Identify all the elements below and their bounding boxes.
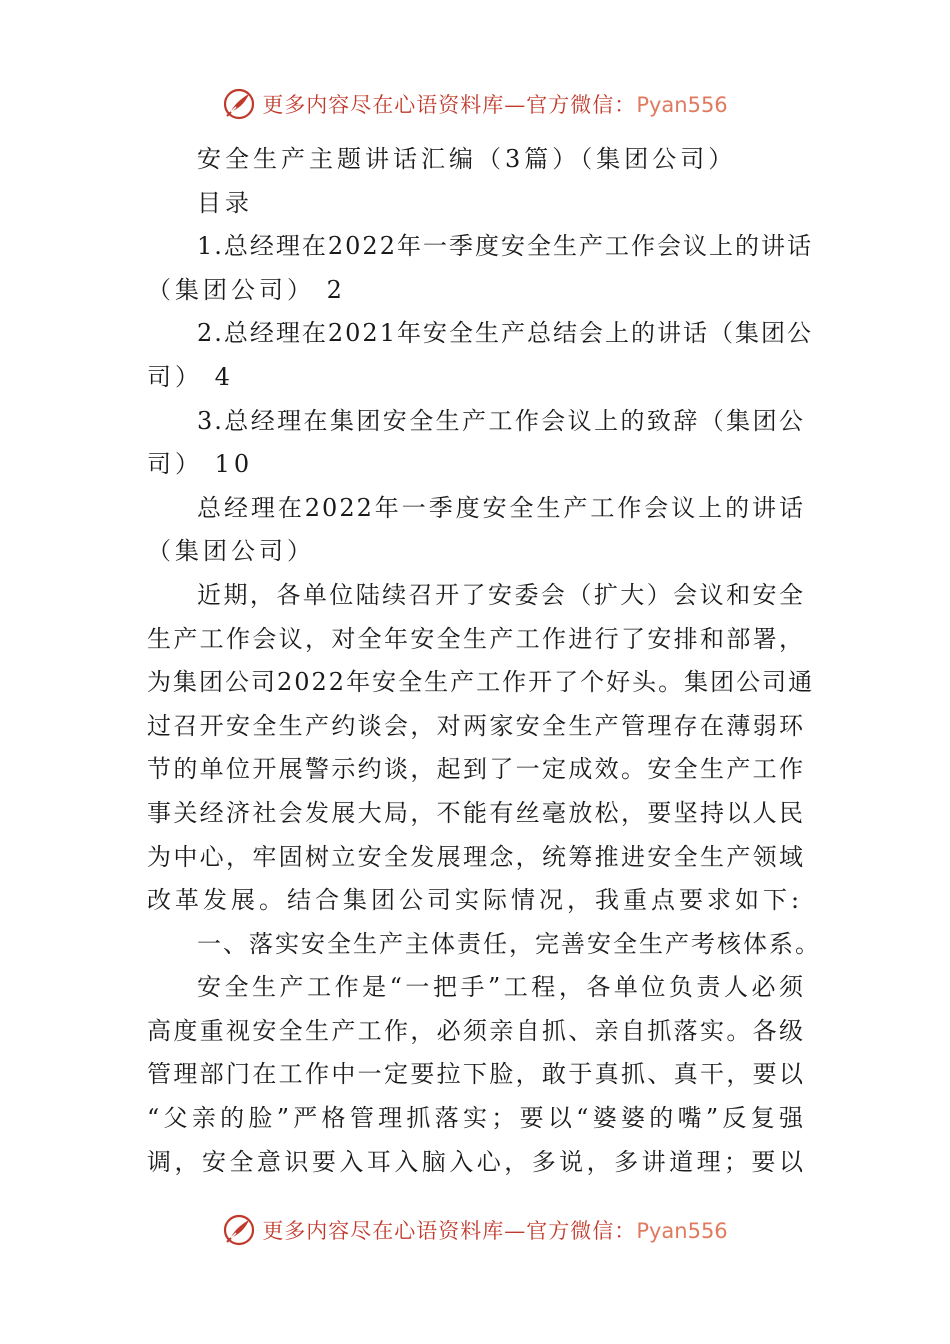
paragraph-line: 为集团公司2022年安全生产工作开了个好头。集团公司通 xyxy=(147,668,815,697)
document-title: 安全生产主题讲话汇编（3篇）（集团公司） xyxy=(197,145,737,173)
paragraph-line: 高度重视安全生产工作，必须亲自抓、亲自抓落实。各级 xyxy=(147,1016,805,1045)
header-wechat-id: Pyan556 xyxy=(636,93,728,117)
footer-banner-label: 更多内容尽在心语资料库—官方微信： xyxy=(262,1219,637,1243)
toc-heading: 目录 xyxy=(197,188,253,217)
document-body xyxy=(147,138,821,1184)
paragraph-line: 管理部门在工作中一定要拉下脸，敢于真抓、真干，要以 xyxy=(147,1060,805,1089)
paragraph-line: 事关经济社会发展大局，不能有丝毫放松，要坚持以人民 xyxy=(147,798,805,827)
quill-logo-icon xyxy=(222,87,256,121)
footer-banner-text xyxy=(262,1215,727,1245)
footer-wechat-id: Pyan556 xyxy=(636,1219,728,1243)
paragraph-line: 为中心，牢固树立安全发展理念，统筹推进安全生产领域 xyxy=(147,842,805,871)
toc-item-3: 3.总经理在集团安全生产工作会议上的致辞（集团公 xyxy=(197,406,805,435)
section-heading-1: 一、落实安全生产主体责任，完善安全生产考核体系。 xyxy=(197,929,821,958)
paragraph-line: 调，安全意识要入耳入脑入心，多说，多讲道理；要以 xyxy=(147,1147,805,1176)
quill-logo-icon xyxy=(222,1213,256,1247)
toc-item-2: 2.总经理在2021年安全生产总结会上的讲话（集团公 xyxy=(197,319,813,348)
speech-title-cont: （集团公司） xyxy=(147,537,315,566)
toc-item-2-cont: 司） 4 xyxy=(147,362,234,391)
speech-title: 总经理在2022年一季度安全生产工作会议上的讲话 xyxy=(197,493,805,522)
header-banner-label: 更多内容尽在心语资料库—官方微信： xyxy=(262,93,637,117)
paragraph-line: “父亲的脸”严格管理抓落实；要以“婆婆的嘴”反复强 xyxy=(147,1104,805,1133)
paragraph-line: 改革发展。结合集团公司实际情况，我重点要求如下: xyxy=(147,886,804,915)
header-banner xyxy=(0,84,950,124)
toc-item-1-cont: （集团公司） 2 xyxy=(147,275,346,304)
paragraph-line: 近期，各单位陆续召开了安委会（扩大）会议和安全 xyxy=(197,580,805,609)
header-banner-text xyxy=(262,89,727,119)
paragraph-line: 生产工作会议，对全年安全生产工作进行了安排和部署， xyxy=(147,624,805,653)
paragraph-line: 安全生产工作是“一把手”工程，各单位负责人必须 xyxy=(197,973,805,1002)
toc-item-3-cont: 司） 10 xyxy=(147,450,254,479)
paragraph-line: 节的单位开展警示约谈，起到了一定成效。安全生产工作 xyxy=(147,755,805,784)
footer-banner xyxy=(0,1210,950,1250)
paragraph-line: 过召开安全生产约谈会，对两家安全生产管理存在薄弱环 xyxy=(147,711,805,740)
toc-item-1: 1.总经理在2022年一季度安全生产工作会议上的讲话 xyxy=(197,232,813,261)
